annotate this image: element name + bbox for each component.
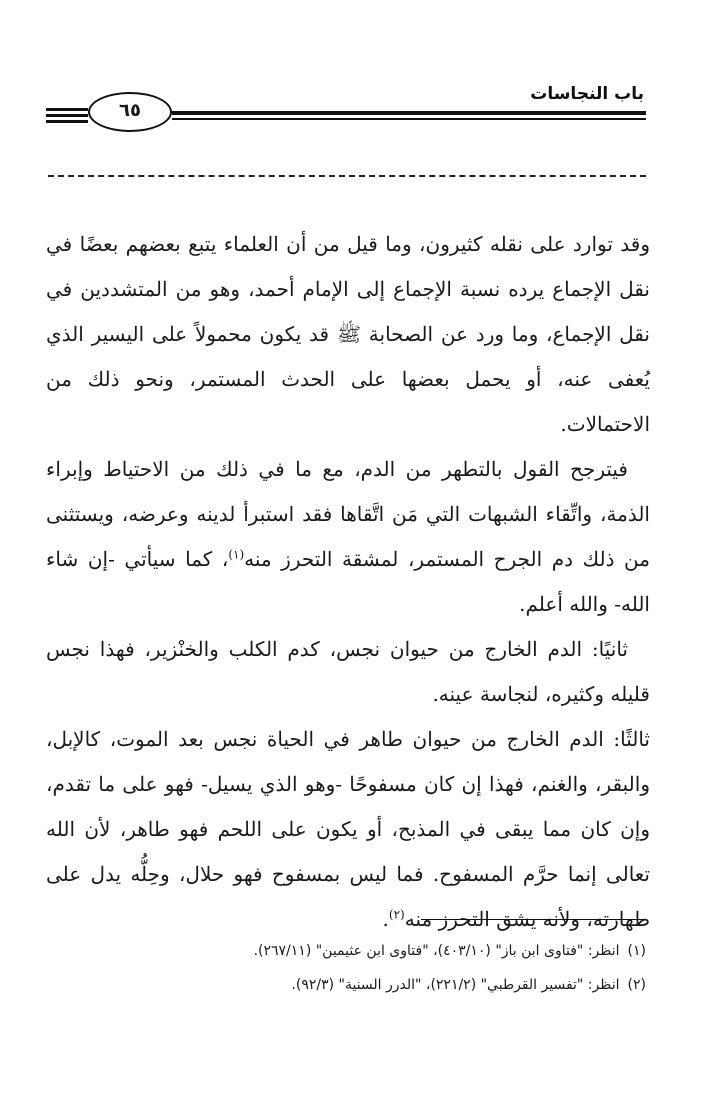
body-text (46, 222, 650, 942)
page-number-badge (88, 92, 172, 132)
chapter-title: باب النجاسات (530, 84, 644, 104)
footnote-text: انظر: "فتاوى ابن باز" (٤٠٣/١٠)، "فتاوى ابن عثيمين" (٢٦٧/١١). (253, 943, 620, 959)
paragraph-text: فيترجح القول بالتطهر من الدم، مع ما في ذلك من الاحتياط وإبراء الذمة، واتِّقاء الشبهات التي مَن اتَّقاها فقد استبرأ لدينه وعرضه، ويستثنى من ذلك دم الجرح المستمر، لمشقة التحرز منه (46, 457, 650, 571)
paragraph (46, 717, 650, 942)
paragraph-text: ، كما سيأتي -إن شاء الله- والله أعلم. (46, 547, 650, 616)
footnote-number: (٢) (627, 977, 646, 993)
paragraph (46, 447, 650, 627)
paragraph-text: . (382, 907, 389, 931)
header-rule-left (46, 120, 88, 123)
footnote (46, 934, 646, 968)
paragraph-text: ثالثًا: الدم الخارج من حيوان طاهر في الحياة نجس بعد الموت، كالإبل، والبقر، والغنم، فهذا إن كان مسفوحًا -وهو الذي يسيل- فهو على ما تقدم، وإن كان مما يبقى في المذبح، أو يكون على اللحم فهو طاهر، لأن الله تعالى إنما حرَّم المسفوح. فما ليس بمسفوح فهو حلال، وحِلُّه يدل على طهارته، ولأنه يشق التحرز منه (46, 727, 650, 931)
footnote (46, 968, 646, 1002)
header-rule-left (46, 108, 88, 111)
footnote-marker: (٢) (388, 907, 405, 922)
footnote-text: انظر: "تفسير القرطبي" (٢٢١/٢)، "الدرر السنية" (٩٢/٣). (291, 977, 620, 993)
footnote-divider (421, 919, 646, 920)
header-rule-thin (172, 118, 646, 120)
dashed-separator (48, 175, 646, 177)
page-number: ٦٥ (119, 100, 141, 121)
header-rule (172, 111, 646, 115)
paragraph: وقد توارد على نقله كثيرون، وما قيل من أن العلماء يتبع بعضهم بعضًا في نقل الإجماع يرده نسبة الإجماع إلى الإمام أحمد، وهو من المتشددين في نقل الإجماع، وما ورد عن الصحابة ﷺ قد يكون محمولاً على اليسير الذي يُعفى عنه، أو يحمل بعضها على الحدث المستمر، ونحو ذلك من الاحتمالات. (46, 232, 650, 436)
paragraph: ثانيًا: الدم الخارج من حيوان نجس، كدم الكلب والخنْزير، فهذا نجس قليله وكثيره، لنجاسة عينه. (46, 637, 650, 706)
footnotes (46, 934, 646, 1002)
footnote-number: (١) (627, 943, 646, 959)
footnote-marker: (١) (228, 547, 245, 562)
header-rule-left (46, 114, 88, 117)
